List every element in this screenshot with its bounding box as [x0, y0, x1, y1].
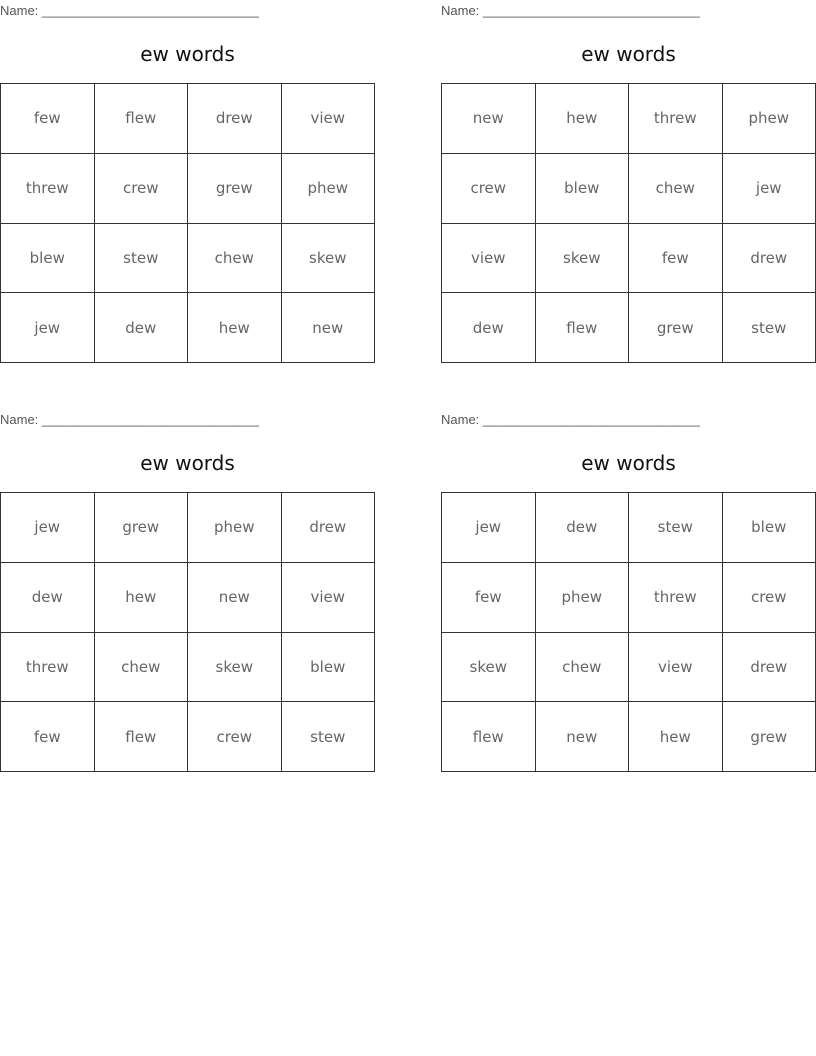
bingo-cell: few: [629, 224, 723, 294]
bingo-cell: drew: [188, 84, 282, 154]
bingo-cell: jew: [1, 293, 95, 363]
bingo-cell: hew: [95, 563, 189, 633]
bingo-cell: hew: [629, 702, 723, 772]
bingo-grid: [441, 492, 816, 772]
bingo-cell: phew: [723, 84, 816, 154]
bingo-cell: view: [282, 84, 376, 154]
bingo-cell: drew: [723, 633, 816, 703]
bingo-cell: threw: [1, 633, 95, 703]
bingo-cell: hew: [188, 293, 282, 363]
bingo-cell: blew: [536, 154, 630, 224]
bingo-cell: stew: [95, 224, 189, 294]
bingo-cell: jew: [1, 493, 95, 563]
bingo-cell: skew: [442, 633, 536, 703]
bingo-cell: new: [282, 293, 376, 363]
bingo-cell: few: [442, 563, 536, 633]
bingo-cell: stew: [282, 702, 376, 772]
bingo-cell: grew: [188, 154, 282, 224]
name-field-label: Name: ______________________________: [441, 412, 700, 427]
bingo-cell: crew: [188, 702, 282, 772]
bingo-cell: chew: [629, 154, 723, 224]
bingo-cell: drew: [723, 224, 816, 294]
bingo-cell: blew: [1, 224, 95, 294]
bingo-grid: [0, 83, 375, 363]
bingo-cell: view: [282, 563, 376, 633]
bingo-cell: skew: [282, 224, 376, 294]
bingo-cell: chew: [536, 633, 630, 703]
bingo-cell: grew: [95, 493, 189, 563]
bingo-cell: crew: [442, 154, 536, 224]
bingo-cell: jew: [723, 154, 816, 224]
card-title: ew words: [581, 42, 676, 66]
name-field-label: Name: ______________________________: [441, 3, 700, 18]
name-field-label: Name: ______________________________: [0, 412, 259, 427]
bingo-cell: flew: [536, 293, 630, 363]
card-title: ew words: [140, 451, 235, 475]
name-field-label: Name: ______________________________: [0, 3, 259, 18]
bingo-cell: stew: [629, 493, 723, 563]
bingo-cell: threw: [629, 84, 723, 154]
bingo-cell: new: [442, 84, 536, 154]
bingo-cell: skew: [188, 633, 282, 703]
bingo-grid: [0, 492, 375, 772]
bingo-cell: new: [188, 563, 282, 633]
bingo-cell: phew: [536, 563, 630, 633]
bingo-cell: dew: [442, 293, 536, 363]
bingo-cell: phew: [188, 493, 282, 563]
bingo-cell: grew: [723, 702, 816, 772]
bingo-cell: threw: [629, 563, 723, 633]
bingo-cell: skew: [536, 224, 630, 294]
bingo-cell: view: [629, 633, 723, 703]
card-title: ew words: [140, 42, 235, 66]
bingo-cell: blew: [723, 493, 816, 563]
bingo-cell: blew: [282, 633, 376, 703]
bingo-cell: new: [536, 702, 630, 772]
bingo-cell: hew: [536, 84, 630, 154]
bingo-cell: dew: [1, 563, 95, 633]
bingo-cell: few: [1, 702, 95, 772]
bingo-cell: chew: [95, 633, 189, 703]
bingo-cell: chew: [188, 224, 282, 294]
bingo-cell: jew: [442, 493, 536, 563]
bingo-cell: crew: [723, 563, 816, 633]
bingo-cell: flew: [442, 702, 536, 772]
bingo-cell: flew: [95, 702, 189, 772]
bingo-cell: dew: [536, 493, 630, 563]
card-title: ew words: [581, 451, 676, 475]
bingo-cell: view: [442, 224, 536, 294]
bingo-cell: drew: [282, 493, 376, 563]
bingo-cell: crew: [95, 154, 189, 224]
bingo-cell: grew: [629, 293, 723, 363]
bingo-cell: dew: [95, 293, 189, 363]
bingo-cell: few: [1, 84, 95, 154]
bingo-cell: flew: [95, 84, 189, 154]
bingo-cell: threw: [1, 154, 95, 224]
bingo-cell: phew: [282, 154, 376, 224]
bingo-cell: stew: [723, 293, 816, 363]
bingo-grid: [441, 83, 816, 363]
